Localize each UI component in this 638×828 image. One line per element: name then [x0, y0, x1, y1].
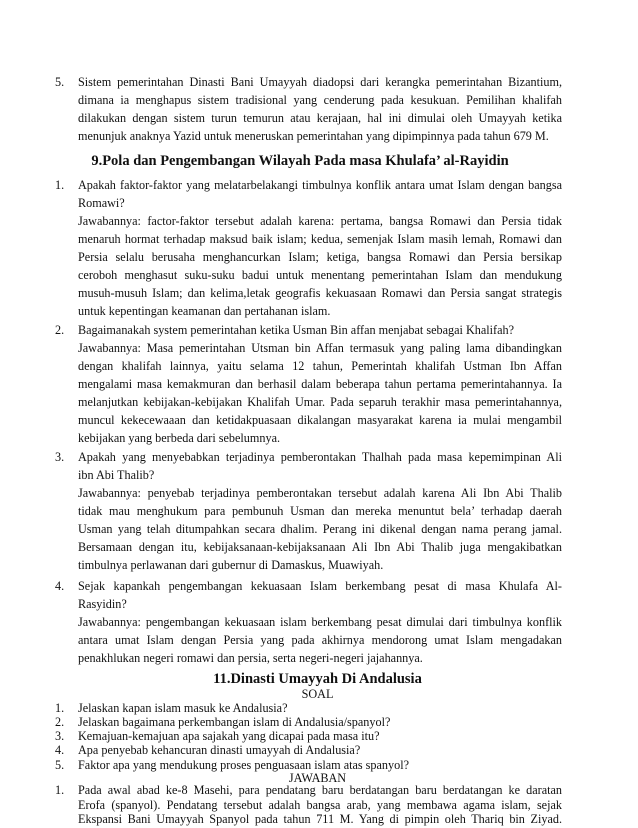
- answer-line: Usman yang telah ditumpahkan secara dhalim. Perang ini dikenal dengan nama perang jamal.: [78, 522, 562, 536]
- list-item: Jelaskan bagaimana perkembangan islam di Andalusia/spanyol?: [78, 715, 391, 729]
- answer-line: untuk kepentingan keamanan dan pertahanan islam.: [78, 304, 331, 318]
- item-number: 1.: [55, 783, 65, 798]
- answer-line: Jawabannya: Masa pemerintahan Utsman bin Affan termasuk yang paling lama dibandingkan: [78, 341, 562, 355]
- question-line: ibn Abi Thalib?: [78, 468, 155, 482]
- answer-line: kebijakan yang berbeda dari sebelumnya.: [78, 431, 281, 445]
- answer-line: Jawabannya: pengembangan kekuasaan islam berkembang pesat dimulai dari timbulnya konflik: [78, 615, 562, 629]
- answer-line: mengalami masa kemakmuran dan berhasil dalam beberapa tahun pertama pemerintahannya. Ia: [78, 377, 562, 391]
- paragraph-line: Sistem pemerintahan Dinasti Bani Umayyah diadopsi dari kerangka pemerintahan Bizantium,: [78, 75, 562, 89]
- list-item: Jelaskan kapan islam masuk ke Andalusia?: [78, 700, 288, 715]
- answer-line: dengan khalifah lainnya, yaitu selama 12 tahun, Pemerintah khalifah Ustman Ibn Affan: [78, 359, 562, 373]
- paragraph-line: dimana ia menghapus sistem tradisional yang cenderung pada kesukuan. Pemilihan khalifah: [78, 93, 562, 107]
- answer-line: musuh-musuh Islam; dan kelima,letak geografis kekuasaan Romawi dan Persia sangat strategis: [78, 286, 562, 300]
- answer-line: tidak mau menghukum para pembunuh Usman dan mereka menuntut bela’ terhadap daerah: [78, 504, 562, 518]
- question-line: Apakah faktor-faktor yang melatarbelakangi timbulnya konflik antara umat Islam dengan bangsa: [78, 178, 562, 192]
- answer-line: Erofa (spanyol). Pendatang tersebut adalah bangsa arab, yang membawa agama islam, sejak: [78, 797, 562, 812]
- answer-line: Ekspansi Bani Umayyah Spanyol pada tahun 711 M. Yang di pimpin oleh Thariq bin Ziyad.: [78, 811, 562, 826]
- section-heading: 11.Dinasti Umayyah Di Andalusia: [213, 670, 422, 687]
- answer-line: ceroboh menghasut suku-suku badui untuk menentang pemerintahan Islam dan mendukung: [78, 268, 562, 282]
- item-number: 3.: [55, 729, 65, 744]
- question-line: Bagaimanakah system pemerintahan ketika Usman Bin affan menjabat sebagai Khalifah?: [78, 323, 515, 337]
- paragraph-line: dilakukan dengan sistem turun temurun atau kerajaan, hal ini dimulai oleh Umayyah ketika: [78, 111, 562, 125]
- list-item: Faktor apa yang mendukung proses penguasaan islam atas spanyol?: [78, 757, 410, 772]
- item-number: 5.: [55, 757, 65, 772]
- list-item: Apa penyebab kehancuran dinasti umayyah di Andalusia?: [78, 743, 361, 758]
- question-line: Romawi?: [78, 196, 125, 210]
- answer-line: melanjutkan kebijakan-kebijakan Khalifah Umar. Pada separuh terakhir masa pemerintahannya,: [78, 395, 562, 409]
- jawaban-label: JAWABAN: [288, 770, 347, 785]
- question-line: Rasyidin?: [78, 597, 127, 611]
- item-number: 3.: [55, 450, 65, 464]
- item-number: 1.: [55, 178, 65, 192]
- section-heading: 9.Pola dan Pengembangan Wilayah Pada masa Khulafa’ al-Rayidin: [91, 153, 509, 169]
- item-number: 4.: [55, 579, 65, 593]
- answer-line: muncul kekecewaaan dan ketidakpuasaan dikalangan masyarakat karena ia mulai mengambil: [78, 413, 562, 427]
- answer-line: Bersamaan dengan itu, kebijaksanaan-kebijaksanaan Ali Ibn Abi Thalib juga mengakibatkan: [78, 540, 562, 554]
- item-number: 4.: [55, 743, 65, 758]
- answer-line: Jawabannya: factor-faktor tersebut adalah karena: pertama, bangsa Romawi dan Persia tidak: [78, 214, 562, 228]
- question-line: Sejak kapankah pengembangan kekuasaan Islam berkembang pesat di masa Khulafa Al-: [78, 579, 562, 593]
- item-number: 1.: [55, 700, 65, 715]
- list-item: Kemajuan-kemajuan apa sajakah yang dicapai pada masa itu?: [78, 729, 380, 744]
- answer-line: antara umat Islam dengan Persia yang pada akhirnya mendorong umat Islam mengadakan: [78, 633, 562, 647]
- item-number: 5.: [55, 75, 65, 89]
- paragraph-line: menunjuk anaknya Yazid untuk meneruskan pemerintahan yang dipimpinnya pada tahun 679 M.: [78, 129, 549, 143]
- answer-line: Pada awal abad ke-8 Masehi, para pendatang baru berdatangan baru berdatangan ke daratan: [78, 783, 562, 798]
- answer-line: timbulnya perlawanan dari gubernur di Damaskus, Muawiyah.: [78, 558, 384, 572]
- soal-label: SOAL: [301, 686, 334, 701]
- answer-line: menaruh hormat terhadap maksud baik islam; kedua, semenjak Islam masih lemah, Romawi dan: [78, 232, 562, 246]
- answer-line: Jawabannya: penyebab terjadinya pemberontakan tersebut adalah karena Ali Ibn Abi Thalib: [78, 486, 562, 500]
- answer-line: Persia selalu berusaha menghancurkan Islam; ketiga, bangsa Romawi dan Persia bersikap: [78, 250, 562, 264]
- item-number: 2.: [55, 715, 65, 729]
- answer-line: penakhlukan negeri romawi dan persia, serta negeri-negeri jajahannya.: [78, 651, 423, 665]
- question-line: Apakah yang menyebabkan terjadinya pemberontakan Thalhah pada masa kepemimpinan Ali: [78, 450, 562, 464]
- item-number: 2.: [55, 323, 65, 337]
